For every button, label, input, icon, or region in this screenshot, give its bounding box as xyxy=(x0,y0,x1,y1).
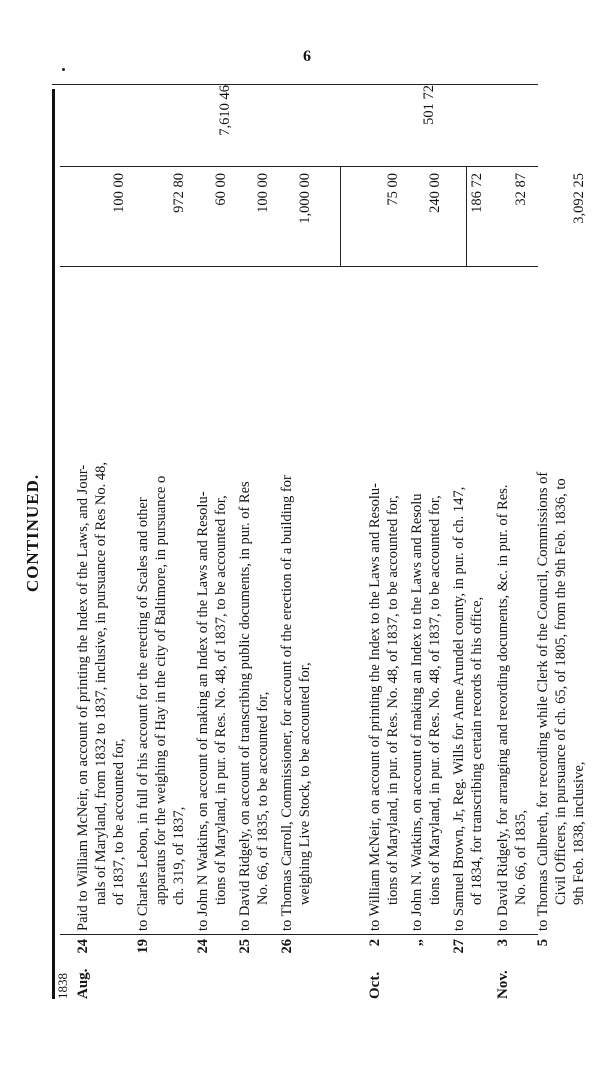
year-label: 1838 xyxy=(55,973,70,999)
entry-total: 7,610 46 xyxy=(217,85,233,136)
entry-day: 27 xyxy=(451,939,467,954)
entry-amount: 3,092 25 xyxy=(571,173,587,224)
description-line: No. 66, of 1835, xyxy=(513,809,529,905)
description-line: weighing Live Stock, to be accounted for, xyxy=(297,662,313,905)
description-line: to John N Watkins, on account of making an Index of the Laws and Resolu- xyxy=(195,491,211,931)
description-line: No. 66, of 1835, to be accounted for, xyxy=(255,691,271,905)
description-line: to Thomas Culbreth, for recording while Clerk of the Council, Commissions of xyxy=(535,471,551,931)
entry-description xyxy=(366,271,402,931)
description-line: to Charles Lebon, in full of his account for the erecting of Scales and other xyxy=(135,497,151,931)
description-line: tions of Maryland, in pur. of Res. No. 48, of 1837, to be accounted for, xyxy=(213,495,229,905)
entry-description xyxy=(408,271,444,931)
description-line: tions of Maryland, in pur. of Res. No. 48, of 1837, to be accounted for, xyxy=(385,495,401,905)
entry-day: 5 xyxy=(535,939,551,947)
entry-amount: 60 00 xyxy=(213,173,229,206)
entry-total: 501 72 xyxy=(421,85,437,125)
description-line: 9th Feb. 1838, inclusive, xyxy=(571,761,587,905)
entry-amount: 1,000 00 xyxy=(297,173,313,224)
entry-day: „ xyxy=(409,939,425,947)
entry-day: 19 xyxy=(135,939,151,954)
subtotal-rule-oct xyxy=(466,167,467,267)
subtotal-rule-aug xyxy=(340,167,341,267)
description-line: apparatus for the weighing of Hay in the city of Baltimore, in pursuance o xyxy=(153,475,169,905)
entry-month: Aug. xyxy=(75,968,91,999)
description-line: nals of Maryland, from 1832 to 1837, inclusive, in pursuance of Res No. 48, xyxy=(93,462,109,905)
description-line: ch. 319, of 1837, xyxy=(171,806,187,905)
entry-amount: 240 00 xyxy=(427,173,443,213)
entry-amount: 100 00 xyxy=(111,173,127,213)
entry-amount: 75 00 xyxy=(385,173,401,206)
entry-description xyxy=(134,271,188,931)
description-line: of 1837, to be accounted for, xyxy=(111,738,127,905)
entry-description xyxy=(194,271,230,931)
entry-day: 3 xyxy=(495,939,511,947)
entry-description xyxy=(74,271,128,931)
description-line: to William McNeir, on account of printing the Index to the Laws and Resolu- xyxy=(367,483,383,931)
page-number: 6 xyxy=(303,48,311,65)
entry-amount: 32 87 xyxy=(513,173,529,206)
entry-description xyxy=(450,271,486,931)
date-column-rule xyxy=(60,934,538,935)
entry-day: 26 xyxy=(279,939,295,954)
description-line: Civil Officers, in pursuance of ch. 65, of 1805, from the 9th Feb. 1836, to xyxy=(553,478,569,905)
entry-day: 24 xyxy=(75,939,91,954)
entry-month: Nov. xyxy=(495,970,511,999)
entry-description xyxy=(236,271,272,931)
entry-day: 2 xyxy=(367,939,383,947)
header-rule xyxy=(52,89,55,999)
description-line: to David Ridgely, on account of transcribing public documents, in pur. of Res xyxy=(237,481,253,931)
entry-description xyxy=(534,271,588,931)
entry-day: 24 xyxy=(195,939,211,954)
description-line: Paid to William McNeir, on account of printing the Index of the Laws, and Jour- xyxy=(75,464,91,931)
description-line: tions of Maryland, in pur. of Res. No. 48, of 1837, to be accounted for, xyxy=(427,495,443,905)
description-line: to John N. Watkins, on account of making an Index to the Laws and Resolu xyxy=(409,493,425,931)
entry-amount: 100 00 xyxy=(255,173,271,213)
entry-amount: 972 80 xyxy=(171,173,187,213)
page-heading: CONTINUED. xyxy=(23,473,42,593)
right-edge-rule xyxy=(52,84,538,85)
entry-month: Oct. xyxy=(367,971,383,999)
description-line: of 1834, for transcribing certain records of his office, xyxy=(469,596,485,905)
entry-amount: 186 72 xyxy=(469,173,485,213)
entry-day: 25 xyxy=(237,939,253,954)
description-line: to Thomas Carroll, Commissioner, for account of the erection of a building for xyxy=(279,475,295,931)
description-line: to Samuel Brown, Jr, Reg. Wills for Anne Arundel county, in pur. of ch. 147, xyxy=(451,486,467,931)
description-line: to David Ridgely, for arranging and recording documents, &c. in pur. of Res. xyxy=(495,484,511,931)
entry-description xyxy=(278,271,314,931)
ledger-page xyxy=(20,53,587,1013)
entry-description xyxy=(494,271,530,931)
